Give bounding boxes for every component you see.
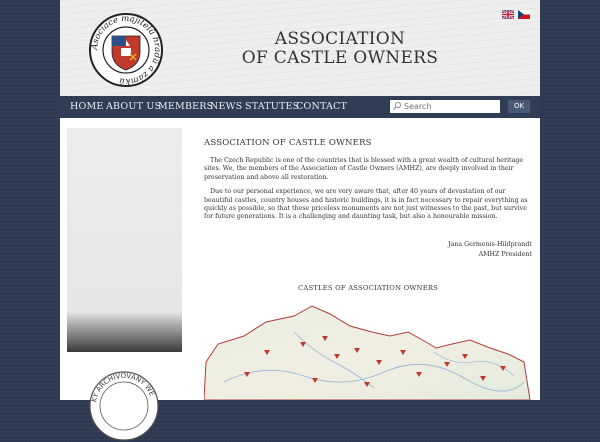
content-paragraph-2: Due to our personal experience, we are very aware that, after 40 years of devastation of our beautiful castles, country houses and historic buildings, it is in fact necessary to repair everything as quickly as possible, so that these priceless monuments are not just witnesses to the past, but survive for future generations. It is a challenging and daunting task, but also a honourable mission. <box>204 188 528 221</box>
nav-news[interactable]: NEWS <box>210 101 243 112</box>
language-switcher <box>502 10 530 19</box>
logo-ring-text: Asociace majitelů hradů a zámků <box>89 13 163 87</box>
page <box>60 0 540 403</box>
archive-seal-logo[interactable] <box>88 370 160 442</box>
main-content <box>204 138 532 228</box>
content-heading: ASSOCIATION OF CASTLE OWNERS <box>204 138 372 148</box>
search-input[interactable] <box>390 100 500 113</box>
castles-map[interactable] <box>204 292 532 400</box>
site-title-line2: OF CASTLE OWNERS <box>241 48 439 68</box>
seal-ring-text: KY ARCHIVOVANÝ WE <box>90 371 156 403</box>
association-logo[interactable] <box>88 12 164 88</box>
nav-contact[interactable]: CONTACT <box>296 101 348 112</box>
site-title <box>240 30 440 68</box>
site-title-line1: ASSOCIATION <box>274 29 406 49</box>
uk-flag-icon[interactable] <box>502 10 514 19</box>
search-icon <box>392 101 402 111</box>
nav-members[interactable]: MEMBERS <box>158 101 214 112</box>
signature-role: AMHZ President <box>478 251 532 258</box>
signature-name: Jana Germenis-Hildprandt <box>448 241 532 248</box>
nav-about-us[interactable]: ABOUT US <box>106 101 162 112</box>
search-ok-button[interactable]: OK <box>508 100 530 113</box>
nav-statutes[interactable]: STATUTES <box>245 101 300 112</box>
czech-flag-icon[interactable] <box>518 10 530 19</box>
header <box>60 0 540 96</box>
map-title: CASTLES OF ASSOCIATION OWNERS <box>297 284 439 292</box>
sidebar-banner[interactable] <box>67 128 182 352</box>
signature <box>204 240 532 260</box>
nav-home[interactable]: HOME <box>70 101 104 112</box>
content-paragraph-1: The Czech Republic is one of the countries that is blessed with a great wealth of cultural heritage sites. We, the members of the Association of Castle Owners (AMHZ), are deeply involved in their preservation and above all restoration. <box>204 157 524 181</box>
main-nav <box>60 96 540 118</box>
